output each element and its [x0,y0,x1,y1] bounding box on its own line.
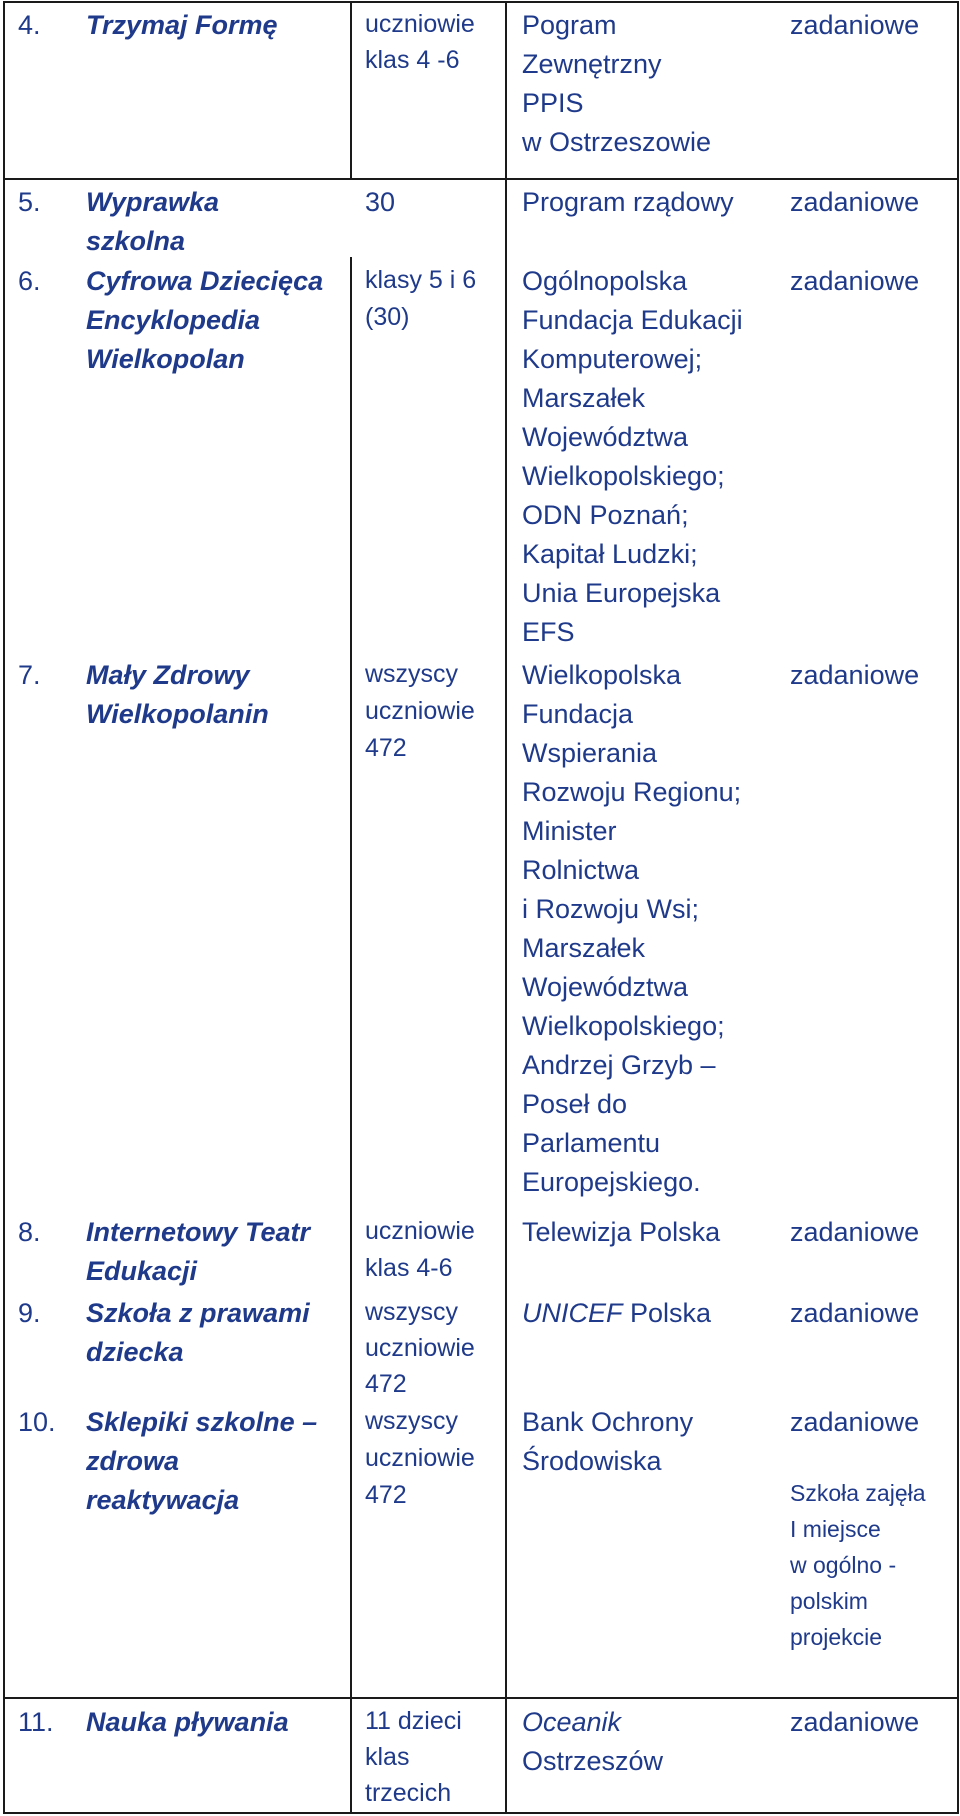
row-number: 7. [18,660,41,690]
organizer: Telewizja Polska [522,1217,721,1247]
column-divider [350,257,352,1814]
row-number: 8. [18,1217,41,1247]
organizer-rest: Ostrzeszów [522,1746,664,1776]
project-title: Szkoła z prawami dziecka [86,1298,310,1367]
row-divider [3,1697,959,1699]
project-title: Trzymaj Formę [86,10,278,40]
project-type: zadaniowe [790,1298,920,1328]
project-type: zadaniowe [790,187,920,217]
row-number: 9. [18,1298,41,1328]
organizer [522,1703,663,1781]
row-number: 11. [18,1707,54,1737]
project-title: Wyprawka szkolna [86,187,220,256]
row-number: 10. [18,1407,56,1437]
table-border [957,1,959,1814]
project-type: zadaniowe [790,10,920,40]
project-title: Mały Zdrowy Wielkopolanin [86,660,269,729]
project-type: zadaniowe [790,660,920,690]
project-type: zadaniowe [790,266,920,296]
row-number: 6. [18,266,41,296]
participants: uczniowie klas 4-6 [365,1217,475,1282]
project-type: zadaniowe [790,1217,920,1247]
row-number: 5. [18,187,41,217]
organizer: Program rządowy [522,187,734,217]
participants: wszyscy uczniowie 472 [365,1407,475,1509]
organizer [522,1294,711,1333]
organizer-italic: UNICEF [522,1298,623,1328]
row-divider [3,1812,959,1814]
participants: 30 [365,187,396,217]
project-title: Internetowy Teatr Edukacji [86,1217,311,1286]
organizer: Wielkopolska Fundacja Wspierania Rozwoju Regionu; Minister Rolnictwa i Rozwoju Wsi; Marszałek Województwa Wielkopolskiego; Andrzej Grzyb – Poseł do Parlamentu Europejskiego. [522,660,742,1197]
organizer: Pogram Zewnętrzny PPIS w Ostrzeszowie [522,10,712,157]
organizer: Bank Ochrony Środowiska [522,1407,694,1476]
column-divider [350,1,352,179]
organizer-italic: Oceanik [522,1707,622,1737]
row-divider [3,178,959,180]
project-title: Sklepiki szkolne – zdrowa reaktywacja [86,1407,318,1515]
participants: 11 dzieci klas trzecich [365,1707,462,1807]
project-type: zadaniowe [790,1707,920,1737]
participants: wszyscy uczniowie 472 [365,1298,475,1398]
participants: klasy 5 i 6 (30) [365,266,477,331]
row-number: 4. [18,10,41,40]
column-divider [505,1,507,1814]
organizer: Ogólnopolska Fundacja Edukacji Komputerowej; Marszałek Województwa Wielkopolskiego; ODN Poznań; Kapitał Ludzki; Unia Europejska EFS [522,266,743,647]
row-divider [3,1,959,3]
organizer-rest: Polska [622,1298,712,1328]
project-type: zadaniowe [790,1407,920,1437]
award-note: Szkoła zajęła I miejsce w ogólno - polskim projekcie [790,1480,926,1650]
project-title: Cyfrowa Dziecięca Encyklopedia Wielkopolan [86,266,324,374]
participants: uczniowie klas 4 -6 [365,10,475,74]
table-border [3,1,5,1814]
participants: wszyscy uczniowie 472 [365,660,475,762]
project-title: Nauka pływania [86,1707,289,1737]
